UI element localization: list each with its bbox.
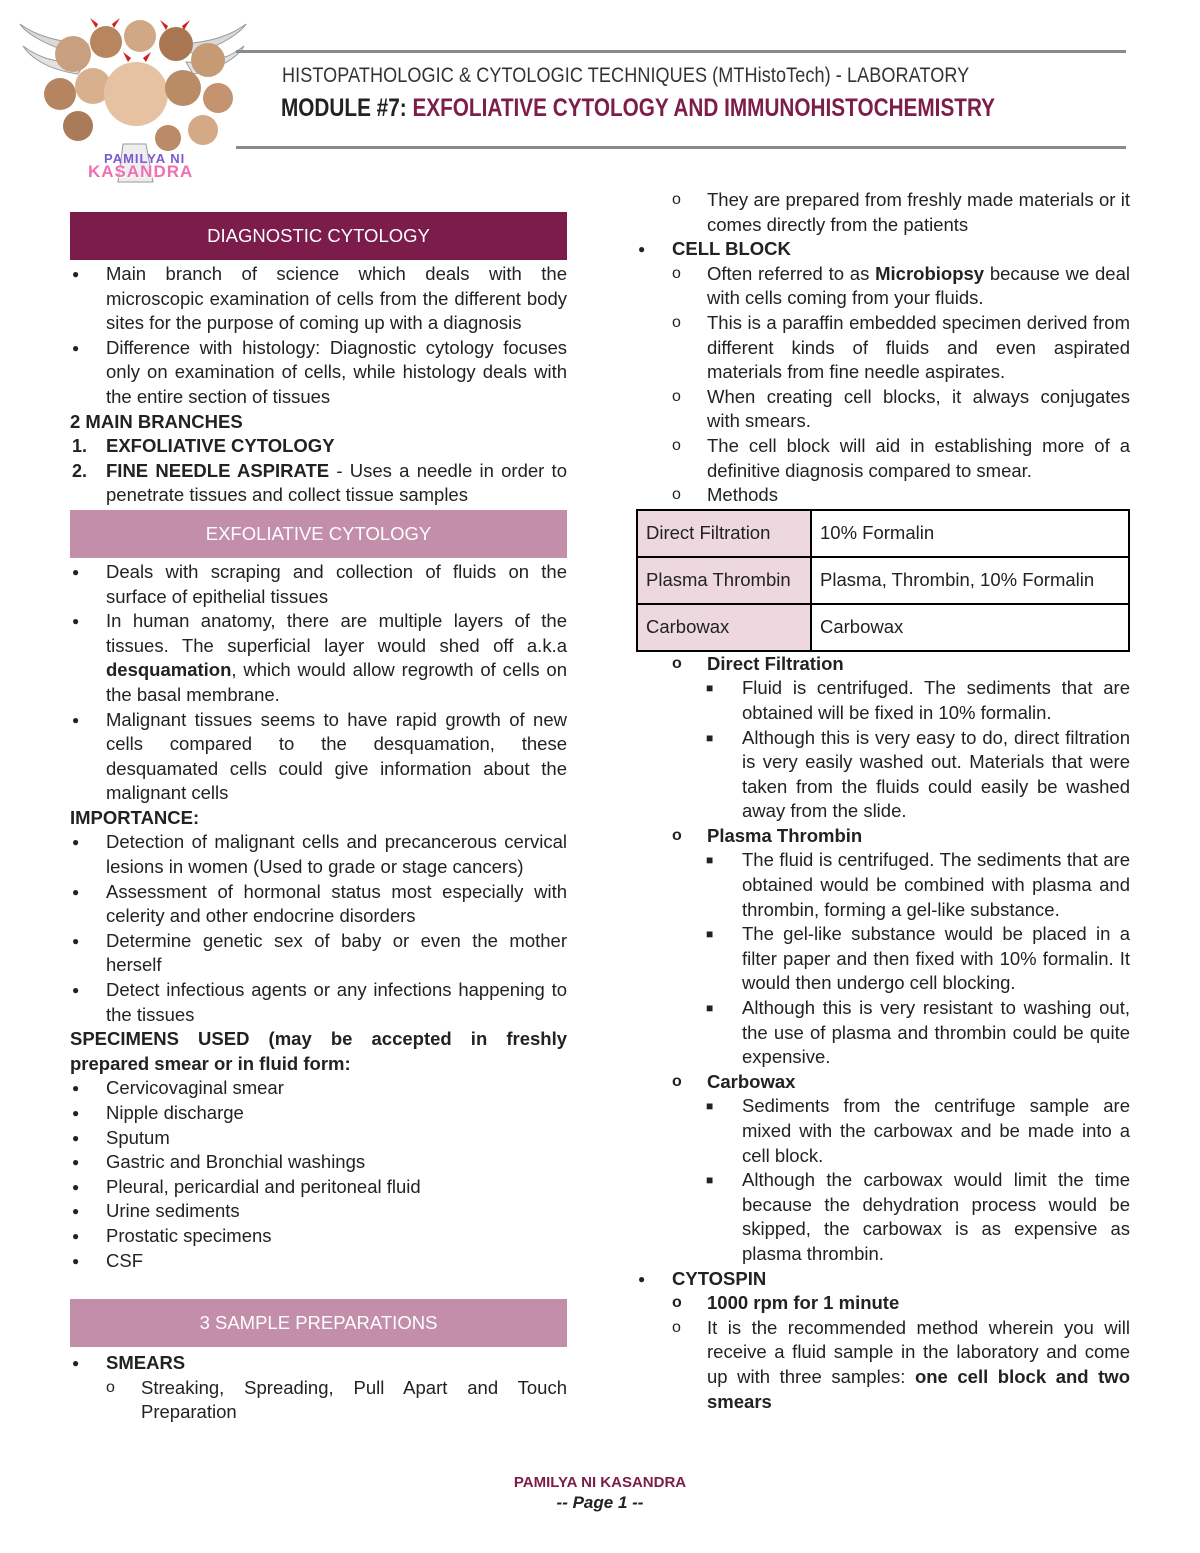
list-item: ● Detect infectious agents or any infections happening to the tissues — [70, 978, 567, 1027]
circle-bullet-icon — [672, 434, 681, 459]
list-item: ● Main branch of science which deals with the microscopic examination of cells from the different body sites for the purpose of coming up with a diagnosis — [70, 262, 567, 336]
list-item: ● Urine sediments — [70, 1199, 567, 1224]
square-bullet-icon — [706, 726, 713, 751]
list-item: ● Sputum — [70, 1126, 567, 1151]
bullet-icon — [72, 708, 79, 733]
list-item: o 1000 rpm for 1 minute — [636, 1291, 1130, 1316]
list-item: ■ Although this is very easy to do, direct filtration is very easily washed out. Materials that were taken from the fluids could easily be washed away from the slide. — [636, 726, 1130, 824]
bullet-icon — [72, 1351, 79, 1376]
list-item: 2. FINE NEEDLE ASPIRATE - Uses a needle in order to penetrate tissues and collect tissue samples — [72, 459, 567, 506]
circle-bullet-icon — [672, 1316, 681, 1341]
list-item: o It is the recommended method wherein you will receive a fluid sample in the laboratory and come up with three samples: one cell block and two smears — [636, 1316, 1130, 1414]
list-item: o Carbowax — [636, 1070, 1130, 1095]
bullet-icon — [72, 1199, 79, 1224]
list-item: o Direct Filtration — [636, 652, 1130, 677]
bullet-icon — [72, 1224, 79, 1249]
list-item: ● Difference with histology: Diagnostic cytology focuses only on examination of cells, while histology deals with the entire section of tissues — [70, 336, 567, 410]
circle-bullet-icon — [672, 824, 682, 849]
list-item: ● Detection of malignant cells and precancerous cervical lesions in women (Used to grade or stage cancers) — [70, 830, 567, 879]
module-prefix: MODULE #7: — [281, 94, 413, 122]
bullet-icon — [72, 880, 79, 905]
circle-bullet-icon — [672, 188, 681, 213]
table-cell: Carbowax — [637, 604, 811, 651]
list-item: o Plasma Thrombin — [636, 824, 1130, 849]
table-cell: 10% Formalin — [811, 510, 1129, 557]
methods-table — [636, 509, 1130, 652]
bullet-icon — [72, 1249, 79, 1274]
list-item: o They are prepared from freshly made materials or it comes directly from the patients — [636, 188, 1130, 237]
list-item: o This is a paraffin embedded specimen derived from different kinds of fluids and even aspirated materials from fine needle aspirates. — [636, 311, 1130, 385]
circle-bullet-icon — [672, 385, 681, 410]
logo-text-2: KASANDRA — [88, 162, 194, 181]
list-item: ■ Although the carbowax would limit the time because the dehydration process would be skipped, the carbowax is as expensive as plasma thrombin. — [636, 1168, 1130, 1266]
list-item: ■ The gel-like substance would be placed in a filter paper and then fixed with 10% formalin. It would then undergo cell blocking. — [636, 922, 1130, 996]
square-bullet-icon — [706, 848, 713, 873]
table-cell: Plasma Thrombin — [637, 557, 811, 604]
list-item: ● CSF — [70, 1249, 567, 1274]
list-item: ● CYTOSPIN — [636, 1267, 1130, 1292]
list-item: o Often referred to as Microbiopsy because we deal with cells coming from your fluids. — [636, 262, 1130, 311]
sample-preparations-heading: 3 SAMPLE PREPARATIONS — [70, 1299, 567, 1347]
list-item: ■ Fluid is centrifuged. The sediments that are obtained will be fixed in 10% formalin. — [636, 676, 1130, 725]
list-item: ■ Sediments from the centrifuge sample are mixed with the carbowax and be made into a cell block. — [636, 1094, 1130, 1168]
circle-bullet-icon — [106, 1376, 115, 1401]
list-item: 1. EXFOLIATIVE CYTOLOGY — [72, 435, 335, 457]
logo — [18, 14, 250, 184]
bullet-icon — [72, 262, 79, 287]
page-number: -- Page 1 -- — [556, 1493, 644, 1512]
list-item: ● Deals with scraping and collection of fluids on the surface of epithelial tissues — [70, 560, 567, 609]
diagnostic-cytology-heading: DIAGNOSTIC CYTOLOGY — [70, 212, 567, 260]
list-item: ■ The fluid is centrifuged. The sediments that are obtained would be combined with plasma and thrombin, forming a gel-like substance. — [636, 848, 1130, 922]
bullet-icon — [72, 978, 79, 1003]
list-item: ■ Although this is very resistant to washing out, the use of plasma and thrombin could be quite expensive. — [636, 996, 1130, 1070]
right-column — [636, 188, 1130, 1414]
module-name: EXFOLIATIVE CYTOLOGY AND IMMUNOHISTOCHEMISTRY — [412, 94, 996, 122]
list-item: o When creating cell blocks, it always conjugates with smears. — [636, 385, 1130, 434]
square-bullet-icon — [706, 1168, 713, 1193]
footer-name: PAMILYA NI KASANDRA — [513, 1474, 687, 1491]
exfoliative-cytology-heading: EXFOLIATIVE CYTOLOGY — [70, 510, 567, 558]
bullet-icon — [72, 609, 79, 634]
bullet-icon — [72, 1150, 79, 1175]
bullet-icon — [72, 560, 79, 585]
circle-bullet-icon — [672, 1070, 682, 1095]
list-item: ● Gastric and Bronchial washings — [70, 1150, 567, 1175]
bullet-icon — [72, 1101, 79, 1126]
bullet-icon — [72, 1175, 79, 1200]
list-item: o Methods — [636, 483, 1130, 508]
list-item: o The cell block will aid in establishing more of a definitive diagnosis compared to smear. — [636, 434, 1130, 483]
list-item: ● SMEARS — [70, 1351, 567, 1376]
square-bullet-icon — [706, 1094, 713, 1119]
square-bullet-icon — [706, 996, 713, 1021]
left-column — [70, 210, 567, 1425]
logo-text-1: PAMILYA NI — [104, 151, 186, 166]
main-branches-heading: 2 MAIN BRANCHES — [70, 410, 243, 432]
module-title — [281, 96, 995, 121]
table-row — [637, 604, 1129, 651]
bullet-icon — [638, 237, 645, 262]
specimens-heading: SPECIMENS USED (may be accepted in freshly prepared smear or in fluid form: — [70, 1028, 567, 1074]
list-item: ● Determine genetic sex of baby or even the mother herself — [70, 929, 567, 978]
circle-bullet-icon — [672, 262, 681, 287]
table-row — [637, 510, 1129, 557]
bullet-icon — [72, 830, 79, 855]
circle-bullet-icon — [672, 483, 681, 508]
list-item: o Streaking, Spreading, Pull Apart and Touch Preparation — [70, 1376, 567, 1425]
bullet-icon — [72, 929, 79, 954]
importance-heading: IMPORTANCE: — [70, 806, 200, 828]
bullet-icon — [72, 336, 79, 361]
square-bullet-icon — [706, 922, 713, 947]
list-item: ● Assessment of hormonal status most especially with celerity and other endocrine disorders — [70, 880, 567, 929]
list-item: ● Prostatic specimens — [70, 1224, 567, 1249]
circle-bullet-icon — [672, 311, 681, 336]
list-item: ● Malignant tissues seems to have rapid growth of new cells compared to the desquamation, these desquamated cells could give information about the malignant cells — [70, 708, 567, 806]
list-item: ● Pleural, pericardial and peritoneal fluid — [70, 1175, 567, 1200]
list-item: ● Cervicovaginal smear — [70, 1076, 567, 1101]
circle-bullet-icon — [672, 1291, 682, 1316]
list-item: ● In human anatomy, there are multiple layers of the tissues. The superficial layer would shed off a.k.a desquamation, which would allow regrowth of cells on the basal membrane. — [70, 609, 567, 707]
list-item: ● Nipple discharge — [70, 1101, 567, 1126]
header-top-rule — [236, 50, 1126, 53]
circle-bullet-icon — [672, 652, 682, 677]
table-cell: Direct Filtration — [637, 510, 811, 557]
bullet-icon — [72, 1076, 79, 1101]
list-item: ● CELL BLOCK — [636, 237, 1130, 262]
square-bullet-icon — [706, 676, 713, 701]
course-title: HISTOPATHOLOGIC & CYTOLOGIC TECHNIQUES (MTHistoTech) - LABORATORY — [282, 64, 970, 87]
table-cell: Plasma, Thrombin, 10% Formalin — [811, 557, 1129, 604]
table-cell: Carbowax — [811, 604, 1129, 651]
bullet-icon — [72, 1126, 79, 1151]
table-row — [637, 557, 1129, 604]
bullet-icon — [638, 1267, 645, 1292]
header-bottom-rule — [236, 146, 1126, 149]
